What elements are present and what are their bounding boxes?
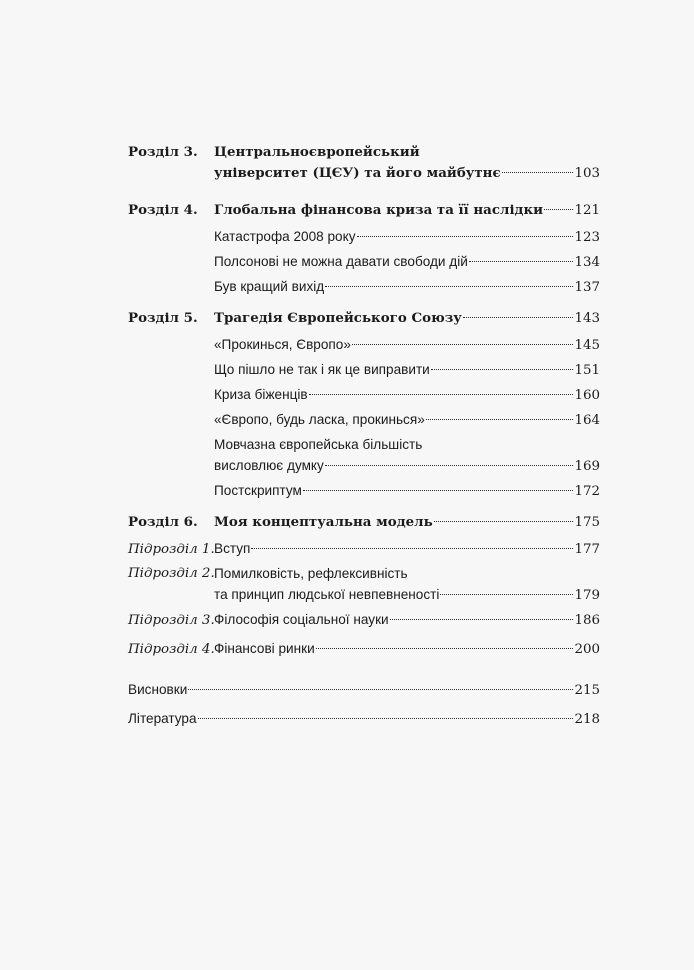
page-number: 172: [574, 484, 600, 499]
page-number: 134: [574, 255, 600, 270]
item-title: Полсонові не можна давати свободи дій: [214, 254, 468, 269]
item-title: Філософія соціальної науки: [214, 612, 389, 627]
toc-item[interactable]: [128, 434, 600, 477]
toc-literature[interactable]: [128, 708, 600, 730]
toc-subsection-3[interactable]: [128, 609, 600, 631]
item-title: Був кращий вихід: [214, 279, 325, 294]
toc-item[interactable]: [128, 359, 600, 381]
item-title: Криза біженців: [214, 387, 308, 402]
dot-leader: [544, 209, 573, 210]
page-number: 169: [574, 459, 600, 474]
dot-leader: [198, 718, 574, 719]
chapter-title: університет (ЦЄУ) та його майбутнє: [214, 165, 501, 181]
chapter-title: Моя концептуальна модель: [214, 514, 433, 530]
dot-leader: [251, 548, 573, 549]
page-number: 160: [574, 388, 600, 403]
dot-leader: [309, 394, 574, 395]
dot-leader: [357, 236, 574, 237]
toc-item[interactable]: [128, 409, 600, 431]
dot-leader: [325, 286, 573, 287]
toc-subsection-2[interactable]: [128, 563, 600, 606]
page-number: 164: [574, 413, 600, 428]
dot-leader: [502, 172, 574, 173]
toc-chapter-5[interactable]: [128, 308, 600, 329]
toc-chapter-4[interactable]: [128, 200, 600, 221]
dot-leader: [431, 369, 574, 370]
page-number: 200: [574, 642, 600, 657]
item-title: Література: [128, 711, 197, 726]
subsection-label: Підрозділ 3.: [128, 613, 215, 628]
dot-leader: [316, 648, 574, 649]
dot-leader: [352, 344, 574, 345]
page-number: 145: [574, 338, 600, 353]
page-number: 186: [574, 613, 600, 628]
dot-leader: [188, 689, 573, 690]
page-number: 215: [574, 683, 600, 698]
item-title: Вступ: [214, 541, 251, 556]
item-title: та принцип людської невпевненості: [214, 587, 440, 602]
chapter-label: Розділ 4.: [128, 202, 198, 218]
item-title: висловлює думку: [214, 458, 324, 473]
toc-item[interactable]: [128, 276, 600, 298]
page-number: 121: [574, 203, 600, 218]
page-number: 218: [574, 712, 600, 727]
dot-leader: [463, 317, 574, 318]
toc-item[interactable]: [128, 384, 600, 406]
toc-subsection-4[interactable]: [128, 638, 600, 660]
page-number: 143: [574, 311, 600, 326]
subsection-label: Підрозділ 1.: [128, 542, 215, 557]
page-number: 151: [574, 363, 600, 378]
subsection-label: Підрозділ 2.: [128, 566, 215, 581]
item-title: Помилковість, рефлексивність: [214, 566, 408, 581]
subsection-label: Підрозділ 4.: [128, 642, 215, 657]
item-title: Фінансові ринки: [214, 641, 315, 656]
dot-leader: [440, 594, 573, 595]
chapter-label: Розділ 5.: [128, 310, 198, 326]
item-title: Висновки: [128, 682, 188, 697]
chapter-label: Розділ 3.: [128, 144, 198, 160]
page-number: 175: [574, 515, 600, 530]
dot-leader: [390, 619, 574, 620]
page-number: 137: [574, 280, 600, 295]
chapter-title: Трагедія Європейського Союзу: [214, 310, 462, 326]
dot-leader: [434, 521, 574, 522]
chapter-label: Розділ 6.: [128, 514, 198, 530]
toc-item[interactable]: [128, 226, 600, 248]
page-number: 179: [574, 588, 600, 603]
toc-item[interactable]: [128, 480, 600, 502]
item-title: Постскриптум: [214, 483, 302, 498]
toc-item[interactable]: [128, 334, 600, 356]
item-title: «Прокинься, Європо»: [214, 337, 351, 352]
item-title: Мовчазна європейська більшість: [214, 437, 423, 452]
page-number: 103: [574, 166, 600, 181]
page-number: 177: [574, 542, 600, 557]
dot-leader: [469, 261, 574, 262]
dot-leader: [426, 419, 574, 420]
chapter-title: Глобальна фінансова криза та її наслідки: [214, 202, 544, 218]
toc-chapter-6[interactable]: [128, 512, 600, 533]
item-title: Що пішло не так і як це виправити: [214, 362, 430, 377]
item-title: Катастрофа 2008 року: [214, 229, 356, 244]
dot-leader: [303, 490, 574, 491]
chapter-title: Центральноєвропейський: [214, 144, 420, 160]
page-number: 123: [574, 230, 600, 245]
item-title: «Європо, будь ласка, прокинься»: [214, 412, 425, 427]
toc-conclusions[interactable]: [128, 679, 600, 701]
toc-item[interactable]: [128, 251, 600, 273]
toc-chapter-3[interactable]: [128, 142, 600, 184]
toc-subsection-1[interactable]: [128, 538, 600, 560]
dot-leader: [325, 465, 574, 466]
